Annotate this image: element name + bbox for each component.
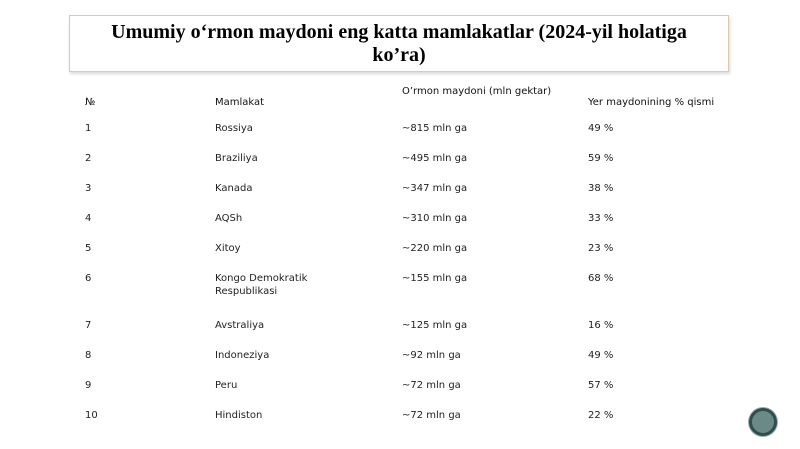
row-land-percent: 22 % [588,410,614,421]
row-forest-area: ~72 mln ga [402,380,461,391]
row-forest-area: ~92 mln ga [402,350,461,361]
row-forest-area: ~347 mln ga [402,183,468,194]
row-country: Avstraliya [215,320,265,331]
row-number: 7 [85,320,92,331]
row-forest-area: ~220 mln ga [402,243,468,254]
row-land-percent: 16 % [588,320,614,331]
row-forest-area: ~155 mln ga [402,273,468,284]
row-number: 10 [85,410,98,421]
row-number: 9 [85,380,92,391]
row-number: 1 [85,123,92,134]
row-number: 2 [85,153,92,164]
row-country: Rossiya [215,123,253,134]
row-country: Braziliya [215,153,258,164]
row-country: Peru [215,380,238,391]
row-number: 5 [85,243,92,254]
row-number: 4 [85,213,92,224]
slide-title: Umumiy o‘rmon maydoni eng katta mamlakatlar (2024-yil holatiga ko’ra) [111,20,687,66]
row-forest-area: ~815 mln ga [402,123,468,134]
row-land-percent: 33 % [588,213,614,224]
row-land-percent: 68 % [588,273,614,284]
row-country: Kongo Demokratik Respublikasi [215,273,308,297]
row-number: 6 [85,273,92,284]
row-country: Kanada [215,183,253,194]
row-forest-area: ~72 mln ga [402,410,461,421]
row-land-percent: 49 % [588,350,614,361]
row-number: 8 [85,350,92,361]
header-number: № [85,97,96,108]
row-country: AQSh [215,213,243,224]
row-country: Indoneziya [215,350,270,361]
row-forest-area: ~310 mln ga [402,213,468,224]
header-forest-area: O’rmon maydoni (mln gektar) [402,86,552,97]
row-land-percent: 59 % [588,153,614,164]
row-land-percent: 38 % [588,183,614,194]
row-number: 3 [85,183,92,194]
row-country: Xitoy [215,243,241,254]
row-forest-area: ~495 mln ga [402,153,468,164]
circle-nav-icon[interactable] [749,408,777,436]
row-land-percent: 49 % [588,123,614,134]
header-land-percent: Yer maydonining % qismi [588,97,715,108]
row-land-percent: 57 % [588,380,614,391]
header-country: Mamlakat [215,97,265,108]
row-land-percent: 23 % [588,243,614,254]
row-forest-area: ~125 mln ga [402,320,468,331]
row-country: Hindiston [215,410,263,421]
